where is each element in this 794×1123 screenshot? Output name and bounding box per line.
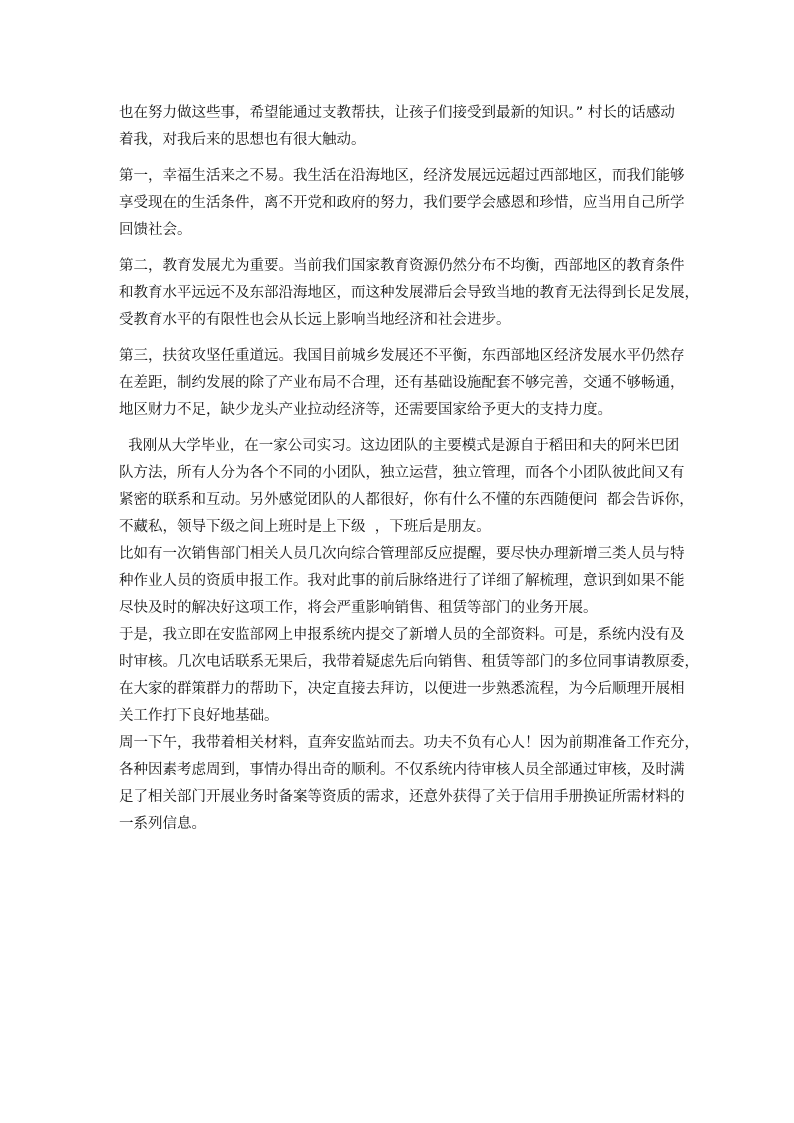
text-line: 第二，教育发展尤为重要。当前我们国家教育资源仍然分布不均衡，西部地区的教育条件 (119, 258, 685, 274)
text-line: 队方法，所有人分为各个不同的小团队，独立运营，独立管理，而各个小团队彼此间又有 (119, 465, 685, 481)
text-line: 比如有一次销售部门相关人员几次向综合管理部反应提醒，要尽快办理新增三类人员与特 (119, 546, 685, 562)
paragraph-internship-team (119, 433, 694, 541)
text-line: 受教育水平的有限性也会从长远上影响当地经济和社会进步。 (119, 312, 511, 328)
text-line: 在大家的群策群力的帮助下，决定直接去拜访，以便进一步熟悉流程，为今后顺理开展相 (119, 681, 685, 697)
paragraph-sales-example (119, 541, 685, 622)
paragraph-monday-visit (119, 730, 699, 838)
paragraph-point-two (119, 253, 699, 334)
text-line: 紧密的联系和互动。另外感觉团队的人都很好，你有什么不懂的东西随便问 都会告诉你， (119, 492, 694, 508)
text-line: 一系列信息。 (119, 816, 206, 832)
text-line: 不藏私，领导下级之间上班时是上下级 ，下班后是朋友。 (119, 519, 491, 535)
text-line: 和教育水平远远不及东部沿海地区，而这种发展滞后会导致当地的教育无法得到长足发展， (119, 285, 699, 301)
document-body (119, 100, 699, 838)
text-line: 于是，我立即在安监部网上申报系统内提交了新增人员的全部资料。可是，系统内没有及 (119, 627, 685, 643)
text-line: 周一下午，我带着相关材料，直奔安监站而去。功夫不负有心人！因为前期准备工作充分， (119, 735, 699, 751)
text-line: 也在努力做这些事，希望能通过支教帮扶，让孩子们接受到最新的知识。” 村长的话感动 (119, 105, 675, 121)
text-line: 地区财力不足，缺少龙头产业拉动经济等，还需要国家给予更大的支持力度。 (119, 402, 612, 418)
text-line: 种作业人员的资质申报工作。我对此事的前后脉络进行了详细了解梳理，意识到如果不能 (119, 573, 685, 589)
paragraph-village-head-quote (119, 100, 679, 154)
paragraph-submission (119, 622, 699, 730)
text-line: 在差距，制约发展的除了产业布局不合理，还有基础设施配套不够完善，交通不够畅通， (119, 375, 685, 391)
text-line: 第三，扶贫攻坚任重道远。我国目前城乡发展还不平衡，东西部地区经济发展水平仍然存 (119, 348, 685, 364)
text-line: 回馈社会。 (119, 222, 192, 238)
text-line: 足了相关部门开展业务时备案等资质的需求，还意外获得了关于信用手册换证所需材料的 (119, 789, 685, 805)
text-line: 关工作打下良好地基础。 (119, 708, 279, 724)
text-line: 尽快及时的解决好这项工作，将会严重影响销售、租赁等部门的业务开展。 (119, 600, 598, 616)
paragraph-point-one (119, 163, 685, 244)
text-line: 时审核。几次电话联系无果后，我带着疑虑先后向销售、租赁等部门的多位同事请教原委， (119, 654, 699, 670)
text-line: 我刚从大学毕业，在一家公司实习。这边团队的主要模式是源自于稻田和夫的阿米巴团 (119, 438, 680, 454)
text-line: 第一，幸福生活来之不易。我生活在沿海地区，经济发展远远超过西部地区，而我们能够 (119, 168, 685, 184)
text-line: 享受现在的生活条件，离不开党和政府的努力，我们要学会感恩和珍惜，应当用自己所学 (119, 195, 685, 211)
text-line: 着我，对我后来的思想也有很大触动。 (119, 132, 366, 148)
text-line: 各种因素考虑周到，事情办得出奇的顺利。不仅系统内待审核人员全部通过审核，及时满 (119, 762, 685, 778)
paragraph-point-three (119, 343, 685, 424)
